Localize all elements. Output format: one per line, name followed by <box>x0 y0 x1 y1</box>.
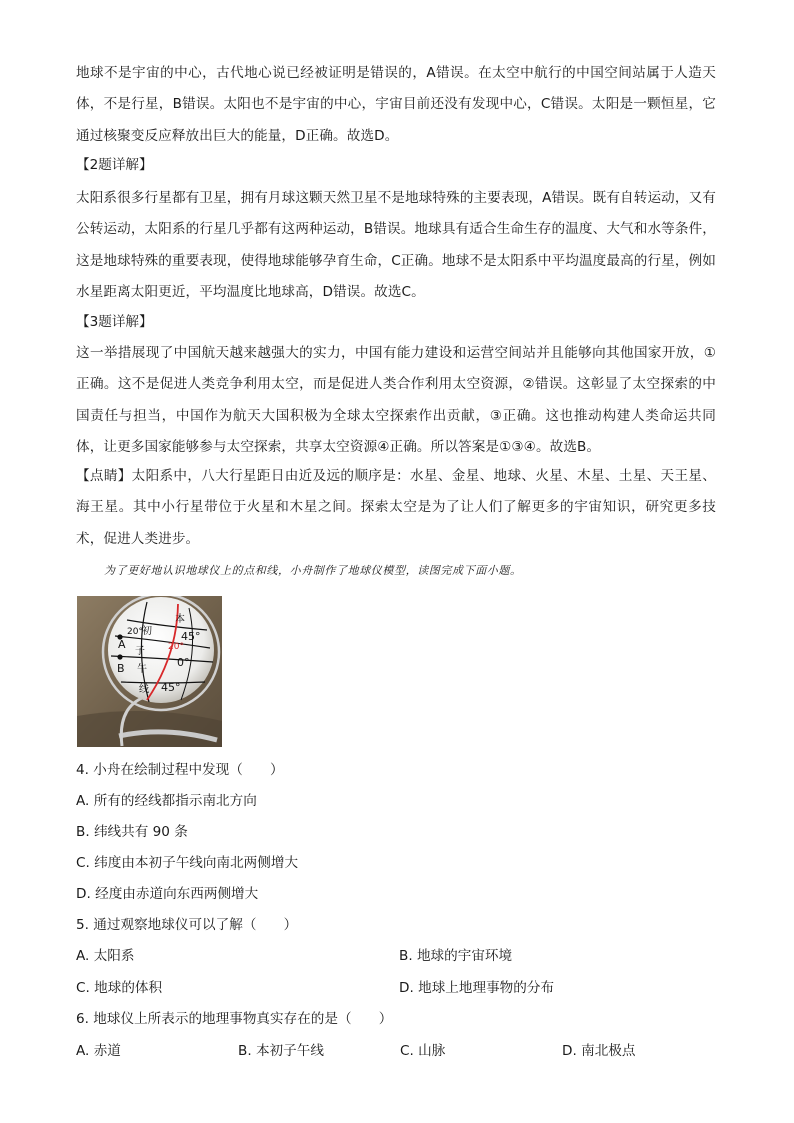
point-b-dot <box>117 654 122 659</box>
label-45s: 45° <box>161 681 181 694</box>
section-heading-q2: 【2题详解】 <box>76 157 153 173</box>
label-point-b: B <box>117 662 125 675</box>
question-6-option-d[interactable]: D. 南北极点 <box>562 1043 636 1059</box>
label-equator: 0° <box>177 656 190 669</box>
label-20n-red: 20° <box>168 642 184 652</box>
question-4-stem: 4. 小舟在绘制过程中发现（ ） <box>76 762 284 778</box>
question-5-option-a[interactable]: A. 太阳系 <box>76 948 135 964</box>
question-6-option-b[interactable]: B. 本初子午线 <box>238 1043 324 1059</box>
question-4-option-d[interactable]: D. 经度由赤道向东西两侧增大 <box>76 886 259 902</box>
question-5-option-d[interactable]: D. 地球上地理事物的分布 <box>399 980 555 996</box>
question-4-option-c[interactable]: C. 纬度由本初子午线向南北两侧增大 <box>76 855 299 871</box>
answer-paragraph-q3: 这一举措展现了中国航天越来越强大的实力，中国有能力建设和运营空间站并且能够向其他国家开放，①正确。这不是促进人类竞争利用太空，而是促进人类合作利用太空资源，②错误。这彰显了太空探索的中国责任与担当，中国作为航天大国积极为全球太空探索作出贡献，③正确。这也推动构建人类命运共同体，让更多国家能够参与太空探索，共享太空资源④正确。所以答案是①③④。故选B。 <box>76 345 716 456</box>
question-6-option-a[interactable]: A. 赤道 <box>76 1043 121 1059</box>
meridian-char-4: 午 <box>137 664 147 675</box>
question-intro: 为了更好地认识地球仪上的点和线，小舟制作了地球仪模型，读图完成下面小题。 <box>104 564 522 577</box>
label-point-a: A <box>118 638 126 651</box>
question-6-option-c[interactable]: C. 山脉 <box>400 1043 446 1059</box>
question-6-stem: 6. 地球仪上所表示的地理事物真实存在的是（ ） <box>76 1011 393 1027</box>
meridian-char-1: 本 <box>175 614 185 625</box>
answer-paragraph-q2: 太阳系很多行星都有卫星，拥有月球这颗天然卫星不是地球特殊的主要表现，A错误。既有自转运动，又有公转运动，太阳系的行星几乎都有这两种运动，B错误。地球具有适合生命生存的温度、大气和水等条件，这是地球特殊的重要表现，使得地球能够孕育生命，C正确。地球不是太阳系中平均温度最高的行星，例如水星距离太阳更近，平均温度比地球高，D错误。故选C。 <box>76 190 716 301</box>
meridian-char-5: 线 <box>139 684 149 695</box>
globe-model-photo <box>77 596 222 747</box>
question-5-stem: 5. 通过观察地球仪可以了解（ ） <box>76 917 298 933</box>
label-20n-left: 20° <box>127 627 143 637</box>
section-heading-q3: 【3题详解】 <box>76 314 153 330</box>
answer-paragraph-q1: 地球不是宇宙的中心，古代地心说已经被证明是错误的，A错误。在太空中航行的中国空间站属于人造天体，不是行星，B错误。太阳也不是宇宙的中心，宇宙目前还没有发现中心，C错误。太阳是一颗恒星，它通过核聚变反应释放出巨大的能量，D正确。故选D。 <box>76 65 716 144</box>
meridian-char-2: 初 <box>142 626 152 637</box>
tip-paragraph: 【点睛】太阳系中，八大行星距日由近及远的顺序是：水星、金星、地球、火星、木星、土星、天王星、海王星。其中小行星带位于火星和木星之间。探索太空是为了让人们了解更多的宇宙知识，研究更多技术，促进人类进步。 <box>76 468 716 547</box>
question-5-option-c[interactable]: C. 地球的体积 <box>76 980 163 996</box>
question-4-option-b[interactable]: B. 纬线共有 90 条 <box>76 824 188 840</box>
question-5-option-b[interactable]: B. 地球的宇宙环境 <box>399 948 513 964</box>
label-45n: 45° <box>181 630 201 643</box>
meridian-char-3: 子 <box>135 646 145 657</box>
question-4-option-a[interactable]: A. 所有的经线都指示南北方向 <box>76 793 257 809</box>
